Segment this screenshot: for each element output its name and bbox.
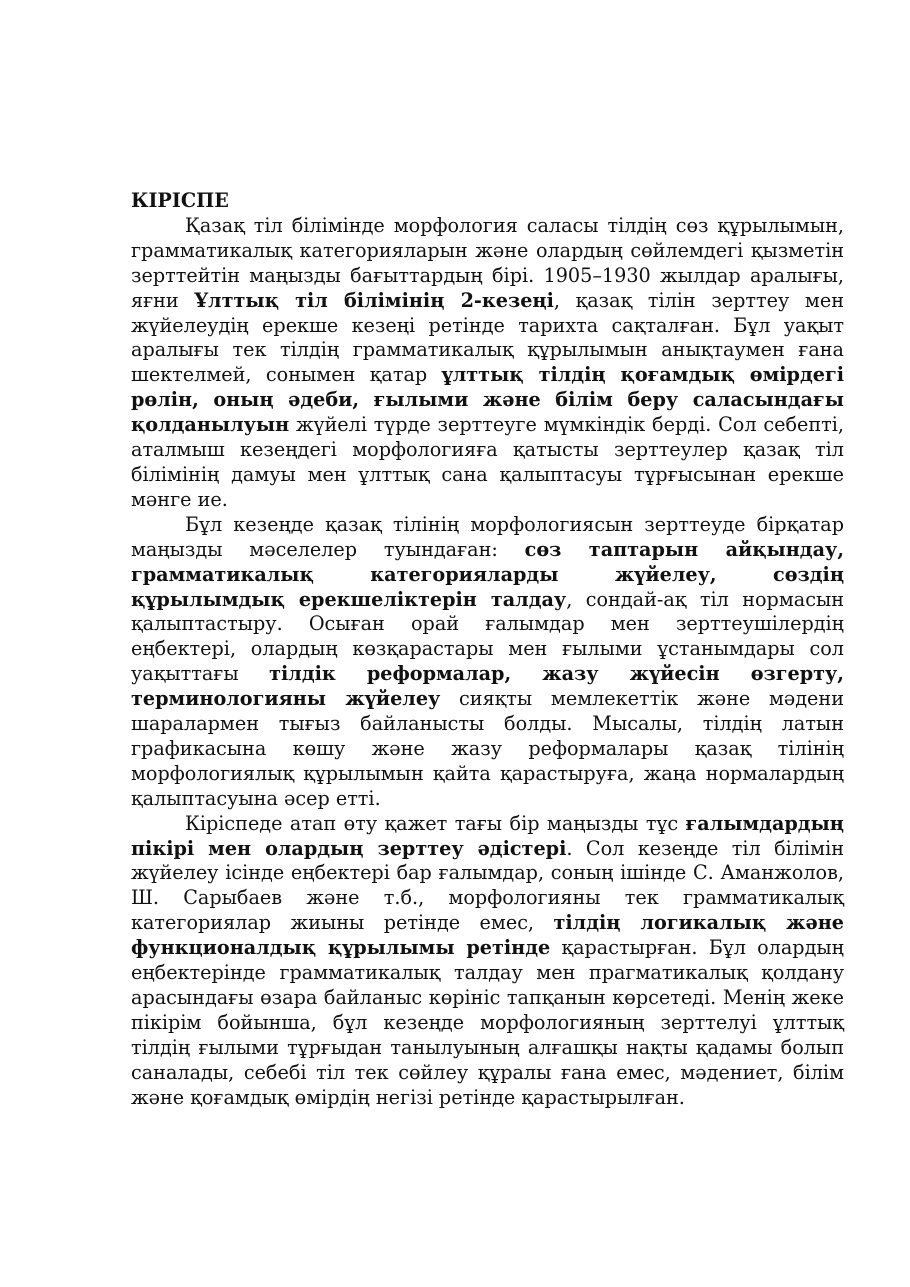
paragraph-2-bold-phrase: тілдік реформалар, жазу жүйесін өзгерту, терминологияны жүйелеу (131, 662, 844, 711)
paragraph-2-text: , сондай-ақ тіл нормасын қалыптастыру. Осыған орай ғалымдар мен зерттеушілердің еңбектері, олардың көзқарастары мен ғылыми ұстанымдары сол уақыттағы (131, 587, 845, 686)
paragraph-3-text: . Сол кезеңде тіл білімін жүйелеу ісінде еңбектері бар ғалымдар, соның ішінде С. Аманжолов, Ш. Сарыбаев және т.б., морфологияны тек грамматикалық категориялар жиыны ретінде емес, (131, 836, 844, 935)
paragraph-2 (131, 513, 844, 812)
document-page (131, 189, 844, 1111)
paragraph-1-bold-phrase: ұлттық тілдің қоғамдық өмірдегі рөлін, оның әдеби, ғылыми және білім беру саласындағы қолданылуын (131, 363, 844, 437)
paragraph-3-text: қарастырған. Бұл олардың еңбектерінде грамматикалық талдау мен прагматикалық қолдану арасындағы өзара байланыс көрініс тапқанын көрсетеді. Менің жеке пікірім бойынша, бұл кезеңде морфологияның зерттелуі ұлттық тілдің ғылыми тұрғыдан танылуының алғашқы нақты қадамы болып саналады, себебі тіл тек сөйлеу құралы ғана емес, мәдениет, білім және қоғамдық өмірдің негізі ретінде қарастырылған. (131, 936, 844, 1109)
paragraph-3 (131, 812, 844, 1111)
paragraph-1-text: Қазақ тіл білімінде морфология саласы тілдің сөз құрылымын, грамматикалық категорияларын және олардың сөйлемдегі қызметін зерттейтін маңызды бағыттардың бірі. 1905–1930 жылдар аралығы, яғни (131, 213, 844, 312)
paragraph-2-text: сияқты мемлекеттік және мәдени шаралармен тығыз байланысты болды. Мысалы, тілдің латын графикасына көшу және жазу реформалары қазақ тілінің морфологиялық құрылымын қайта қарастыруға, жаңа нормалардың қалыптасуына әсер етті. (131, 687, 844, 810)
paragraph-1-text: жүйелі түрде зерттеуге мүмкіндік берді. Сол себепті, аталмыш кезеңдегі морфологияға қатысты зерттеулер қазақ тіл білімінің дамуы мен ұлттық сана қалыптасуы тұрғысынан ерекше мәнге ие. (131, 413, 844, 511)
paragraph-3-bold-phrase: тілдің логикалық және функционалдық құрылымы ретінде (131, 911, 844, 960)
paragraph-2-text: Бұл кезеңде қазақ тілінің морфологиясын зерттеуде бірқатар маңызды мәселелер туындаған: (131, 512, 844, 561)
paragraph-1-text: , қазақ тілін зерттеу мен жүйелеудің ерекше кезеңі ретінде тарихта сақталған. Бұл уақыт аралығы тек тілдің грамматикалық құрылымын анықтаумен ғана шектелмей, сонымен қатар (131, 288, 844, 387)
section-heading: КІРІСПЕ (131, 189, 229, 212)
paragraph-3-bold-phrase: ғалымдардың пікірі мен олардың зерттеу әдістері (131, 811, 844, 860)
paragraph-3-text: Кіріспеде атап өту қажет тағы бір маңызды тұс (185, 811, 686, 835)
paragraph-1-bold-term: Ұлттық тіл білімінің 2-кезеңі (194, 288, 554, 312)
paragraph-1 (131, 214, 844, 513)
paragraph-2-bold-phrase: сөз таптарын айқындау, грамматикалық категорияларды жүйелеу, сөздің құрылымдық ерекшеліктерін талдау (131, 537, 844, 611)
